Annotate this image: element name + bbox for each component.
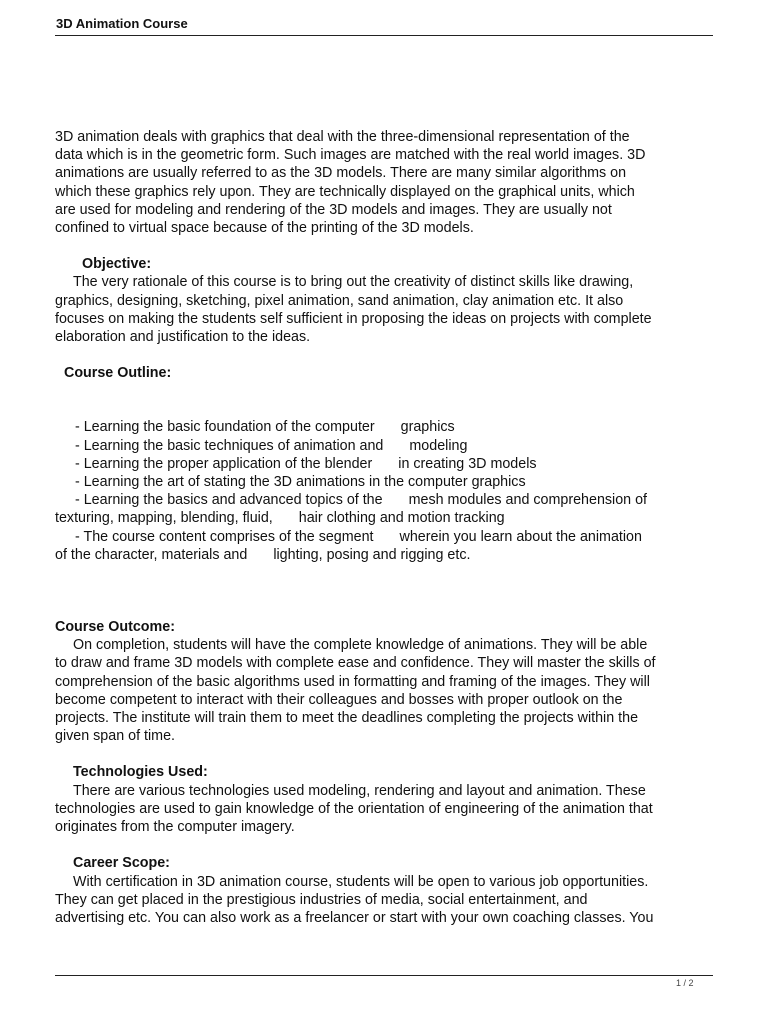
text-line: graphics, designing, sketching, pixel animation, sand animation, clay animation etc. It also — [55, 292, 624, 309]
text-line: originates from the computer imagery. — [55, 819, 295, 836]
footer-divider — [55, 975, 713, 976]
outline-item-continuation — [55, 546, 725, 564]
text-line: data which is in the geometric form. Such images are matched with the real world images. 3D — [55, 147, 646, 164]
objective-heading: Objective: — [82, 256, 152, 273]
header-divider — [55, 35, 713, 36]
outline-item-text: modeling — [409, 437, 468, 454]
career-scope-heading: Career Scope: — [73, 855, 170, 872]
text-line: elaboration and justification to the ideas. — [55, 329, 311, 346]
text-line: confined to virtual space because of the printing of the 3D models. — [55, 220, 474, 237]
outline-item-text: - Learning the art of stating the 3D animations in the computer graphics — [75, 474, 526, 491]
text-line: technologies are used to gain knowledge of the orientation of engineering of the animation that — [55, 800, 653, 817]
outline-item-continuation — [55, 509, 725, 527]
page-number: 1 / 2 — [676, 978, 694, 988]
technologies-section — [55, 763, 725, 836]
text-line: They can get placed in the prestigious industries of media, social entertainment, and — [55, 891, 588, 908]
outline-item-text: of the character, materials and — [55, 546, 248, 563]
technologies-heading: Technologies Used: — [73, 764, 208, 781]
intro-paragraph — [55, 128, 725, 237]
outline-item-text: - Learning the basic techniques of animation and — [75, 437, 384, 454]
outline-item-text: - Learning the basics and advanced topics of the — [75, 492, 383, 509]
text-line: There are various technologies used modeling, rendering and layout and animation. These — [73, 782, 646, 799]
text-line: advertising etc. You can also work as a freelancer or start with your own coaching classes. You — [55, 909, 654, 926]
career-scope-section — [55, 854, 725, 927]
text-line: With certification in 3D animation course, students will be open to various job opportunities. — [73, 873, 649, 890]
course-outline-heading: Course Outline: — [64, 365, 172, 382]
outline-item — [55, 437, 725, 455]
text-line: 3D animation deals with graphics that deal with the three-dimensional representation of the — [55, 129, 630, 145]
outline-item — [55, 473, 725, 491]
outline-item — [55, 491, 725, 509]
page-header-title: 3D Animation Course — [56, 16, 188, 31]
outline-item-text: wherein you learn about the animation — [399, 528, 642, 545]
outline-item-text: - Learning the basic foundation of the computer — [75, 419, 375, 436]
text-line: projects. The institute will train them to meet the deadlines completing the projects within the — [55, 710, 639, 727]
objective-section — [55, 255, 725, 346]
text-line: animations are usually referred to as the 3D models. There are many similar algorithms on — [55, 165, 627, 182]
outline-item-text: graphics — [400, 419, 455, 436]
outline-item-text: in creating 3D models — [398, 455, 537, 472]
text-line: are used for modeling and rendering of the 3D models and images. They are usually not — [55, 201, 612, 218]
text-line: given span of time. — [55, 728, 176, 745]
text-line: become competent to interact with their colleagues and bosses with proper outlook on the — [55, 691, 623, 708]
course-outcome-section — [55, 618, 725, 745]
text-line: On completion, students will have the complete knowledge of animations. They will be able — [73, 637, 648, 654]
outline-item — [55, 528, 725, 546]
outline-item-text: lighting, posing and rigging etc. — [273, 546, 471, 563]
outline-item — [55, 418, 725, 436]
course-outline-section — [55, 364, 725, 564]
text-line: focuses on making the students self sufficient in proposing the ideas on projects with complete — [55, 310, 652, 327]
outline-item-text: - The course content comprises of the segment — [75, 528, 374, 545]
outline-item-text: hair clothing and motion tracking — [298, 510, 505, 527]
text-line: which these graphics rely upon. They are technically displayed on the graphical units, which — [55, 183, 635, 200]
text-line: comprehension of the basic algorithms used in formatting and framing of the images. They will — [55, 673, 650, 690]
document-body — [55, 128, 725, 927]
outline-item — [55, 455, 725, 473]
outline-item-text: - Learning the proper application of the blender — [75, 455, 373, 472]
text-line: The very rationale of this course is to bring out the creativity of distinct skills like drawing, — [73, 274, 634, 291]
text-line: to draw and frame 3D models with complete ease and confidence. They will master the skills of — [55, 655, 656, 672]
outline-item-text: mesh modules and comprehension of — [408, 492, 648, 509]
course-outcome-heading: Course Outcome: — [55, 619, 175, 636]
outline-item-text: texturing, mapping, blending, fluid, — [55, 510, 273, 527]
